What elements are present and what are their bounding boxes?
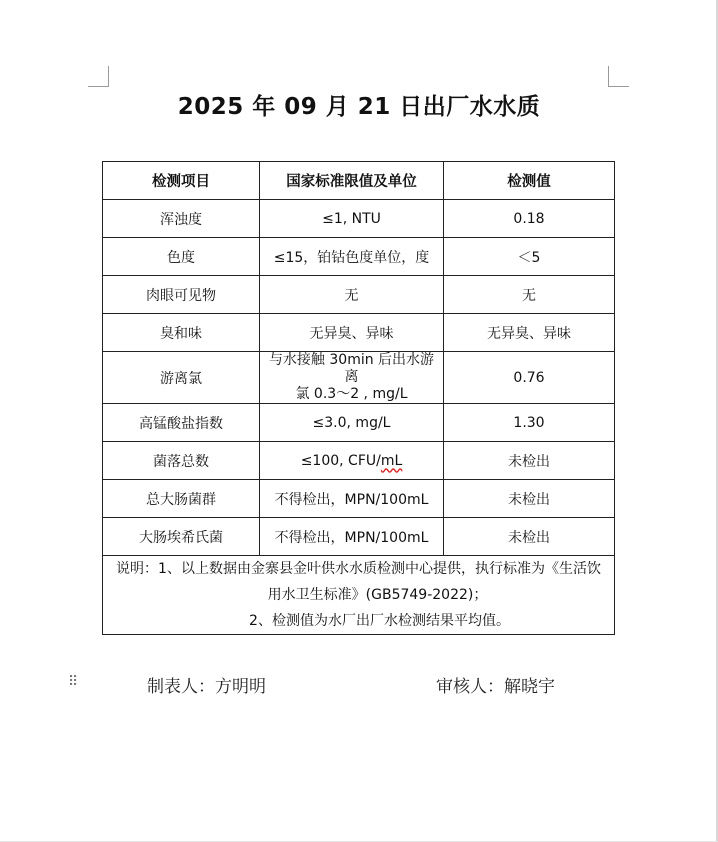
cell-standard: 无异臭、异味 <box>260 314 444 352</box>
cell-value: 未检出 <box>444 518 615 556</box>
cell-standard-line: 氯 0.3～2 , mg/L <box>295 386 408 402</box>
cell-item: 高锰酸盐指数 <box>103 404 260 442</box>
table-header-row <box>103 162 615 200</box>
cell-item: 色度 <box>103 238 260 276</box>
cell-value: ＜5 <box>444 238 615 276</box>
cell-value: 未检出 <box>444 480 615 518</box>
note-line: 用水卫生标准》(GB5749-2022)； <box>267 587 488 603</box>
cell-item: 游离氯 <box>103 352 260 404</box>
cell-standard-line: 与水接触 30min 后出水游离 <box>268 352 435 385</box>
cell-item: 肉眼可见物 <box>103 276 260 314</box>
header-item: 检测项目 <box>103 162 260 200</box>
table-row <box>103 238 615 276</box>
note-line: 2、检测值为水厂出厂水检测结果平均值。 <box>249 613 510 629</box>
margin-corner-mark-top-left <box>88 66 109 87</box>
table-row <box>103 352 615 404</box>
cell-value: 无异臭、异味 <box>444 314 615 352</box>
table-row <box>103 200 615 238</box>
cell-standard: 不得检出，MPN/100mL <box>260 480 444 518</box>
cell-value: 0.76 <box>444 352 615 404</box>
table-row <box>103 276 615 314</box>
table-note <box>103 556 615 635</box>
cell-value: 1.30 <box>444 404 615 442</box>
table-maker-signature: 制表人：方明明 <box>147 677 266 697</box>
note-line: 说明：1、以上数据由金寨县金叶供水水质检测中心提供，执行标准为《生活饮 <box>116 561 601 577</box>
table-row <box>103 480 615 518</box>
cell-value: 0.18 <box>444 200 615 238</box>
cell-standard: ≤1, NTU <box>260 200 444 238</box>
cell-standard: 不得检出，MPN/100mL <box>260 518 444 556</box>
cell-standard: ≤15，铂钴色度单位，度 <box>260 238 444 276</box>
header-standard: 国家标准限值及单位 <box>260 162 444 200</box>
cell-item: 浑浊度 <box>103 200 260 238</box>
table-row <box>103 442 615 480</box>
cell-item: 总大肠菌群 <box>103 480 260 518</box>
cell-standard <box>260 442 444 480</box>
table-row <box>103 518 615 556</box>
cell-standard <box>260 352 444 404</box>
cell-value: 无 <box>444 276 615 314</box>
drag-handle-icon[interactable]: ⠿ <box>68 674 78 690</box>
table-row <box>103 404 615 442</box>
water-quality-table <box>102 161 615 635</box>
header-value: 检测值 <box>444 162 615 200</box>
cell-item: 菌落总数 <box>103 442 260 480</box>
cell-standard: ≤3.0, mg/L <box>260 404 444 442</box>
spellcheck-flagged-text[interactable]: mL <box>380 452 403 469</box>
reviewer-signature: 审核人：解晓宇 <box>436 677 555 697</box>
cell-item: 臭和味 <box>103 314 260 352</box>
page-title: 2025 年 09 月 21 日出厂水水质 <box>177 94 541 120</box>
cell-standard: 无 <box>260 276 444 314</box>
margin-corner-mark-top-right <box>608 66 629 87</box>
table-row <box>103 314 615 352</box>
cell-value: 未检出 <box>444 442 615 480</box>
cell-item: 大肠埃希氏菌 <box>103 518 260 556</box>
cell-standard-text: ≤100, CFU/ <box>300 452 381 469</box>
table-note-row <box>103 556 615 635</box>
